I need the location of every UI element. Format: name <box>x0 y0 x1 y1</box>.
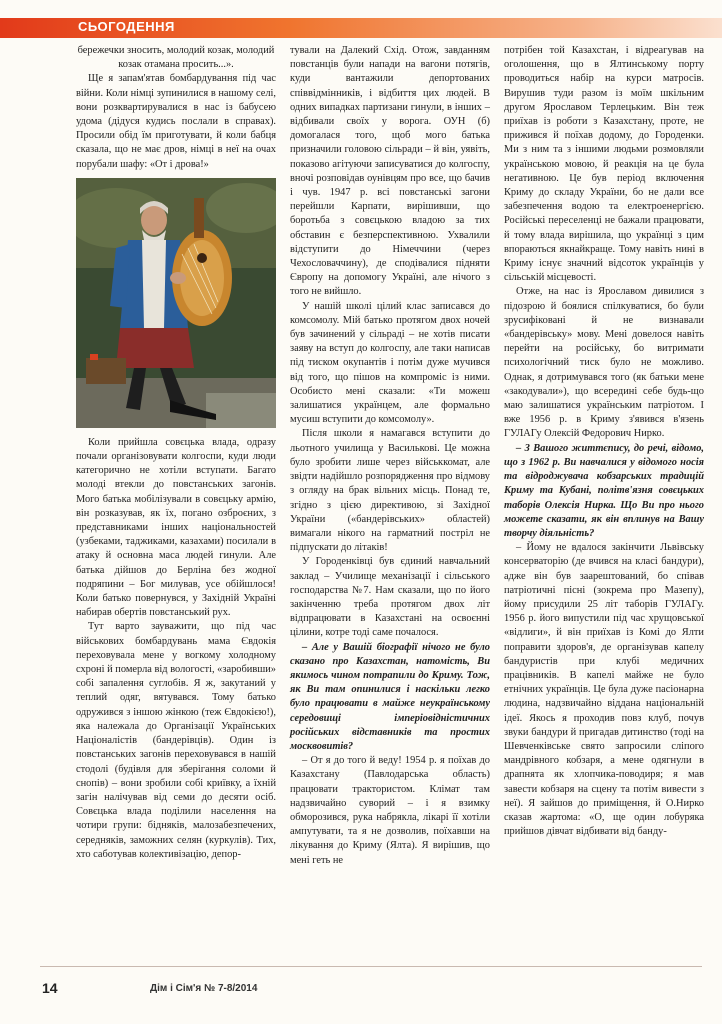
paragraph: У Городенківці був єдиний навчальний заклад – Училище механізації і сільського господарства №7. Нам сказали, що по його закінченню треба протягом двох літ відпрацювати в Казахстані на освоєнні цілини, котре тоді саме почалося. <box>290 556 490 639</box>
bandurist-photo <box>76 178 276 428</box>
paragraph: Тут варто зауважити, що під час військових бомбардувань мама Євдокія переховувала мене у вогкому холодному схроні й померла від вологості, «заробивши» собі запалення суглобів. Я ж, закутаний у теплий одяг, вятувався. Тому батько одружився з іншою жінкою (теж Євдокією!), яка належала до Організації Українських Націоналістів (бандерівців). Один із повстанських загонів переховувався в нашій стодолі (будівля для зберігання соломи й снопів) – вони зробили собі криївку, а їхній загін налічував від семи до десяти осіб. Совєцька влада поділили населення на чотири групи: бідняків, малозабезпечених, середняків, заможних селян (куркулів). Тих, хто саботував колективізацію, депор- <box>76 621 276 860</box>
paragraph: тували на Далекий Схід. Отож, завданням повстанців були напади на вагони потягів, куди вантажили депортованих співвідмінників, і відбиття цих людей. В одних випадках партизани гинули, в інших – відбивали своїх у ворога. ОУН (б) домогалася того, щоб мого батька призначили головою сільради – й він, уявіть, показово агітуючи записуватися до колгоспу, вночі розповідав оунівцям про все, що бачив і чув. 1947 р. всі повстанські загони перейшли Карпати, вирішивши, що боротьба з совєцькою владою за тих обставин є безперспективною. Ухвалили відступити до Німеччини (через Чехословаччину), де сподівалися підняти Європу на допомогу Україні, але нічого з того не вийшло. <box>290 45 490 298</box>
bandurist-illustration <box>76 178 276 428</box>
paragraph: – Йому не вдалося закінчити Львівську консерваторію (де вчився на класі бандури), адже він був заарештований, бо співав патріотичні пісні (зокрема про Мазепу), йому присудили 25 літ таборів ГУЛАГу. 1956 р. його випустили під час хрущовської «відлиги», й він приїхав із Комі до Ялти поправити здоров'я, де організував капелу бандуристів при клубі медичних працівників. В капелі майже не було етнічних українців. Це була дуже пасіонарна людина, надзвичайно віддана національній ідеї. Якось я проходив повз клуб, почув звуки бандури й пригадав дитинство (тоді на Шевченківське свято запросили сліпого мандрівного кобзаря, а мене одягнули в драпнята як хлопчика-поводиря; я мав завести кобзаря на сцену та потім вивести з неї). Я зайшов до приміщення, й О.Нирко сказав жартома: «О, ще один лобуряка прийшов дівчат відбивати від банду- <box>504 542 704 838</box>
column-1 <box>76 44 276 862</box>
paragraph: Ще я запам'ятав бомбардування під час війни. Коли німці зупинилися в нашому селі, вони розквартирувалися в нас із бабусею удома (дідуся кудись послали в справах). Просили обід їм приготувати, й коли бабця сказала, що не має дров, німці в неї на очах порубали шафу: «От і дрова!» <box>76 73 276 170</box>
interview-question: – З Вашого життєпису, до речі, відомо, що з 1962 р. Ви навчалися у відомого носія та відроджувача кобзарських традицій Криму та Кубані, політв'язня совєцьких таборів Олексія Нирка. Що Ви про нього можете сказати, як він вплинув на Вашу творчу діяльність? <box>504 442 704 539</box>
section-title: СЬОГОДЕННЯ <box>78 19 175 34</box>
interview-question: – Але у Вашій біографії нічого не було сказано про Казахстан, натомість, Ви якимось чином потрапили до Криму. Тож, як Ви там опинилися і наскільки легко було працювати в майже неукраїнському середовищі імперіовідністичних російських відставників та простих москвовитів? <box>290 641 490 752</box>
journal-issue: Дім і Сім'я № 7-8/2014 <box>150 983 258 994</box>
paragraph: Коли прийшла совєцька влада, одразу почали організовувати колгоспи, куди люди категорично не хотіли вступати. Багато молоді втекли до повстанських загонів. Мого батька мобілізували в совєцьку армію, він розказував, як їх, погано озброєних, з представниками інших національностей (узбеками, таджиками, казахами) посилали в атаку й основна маса людей гинули. Але батька дійшов до Берліна без жодної подряпини – Бог милував, усе обійшлося! Коли батько повернувся, у Західній Україні набирав обертів повстанський рух. <box>76 436 276 619</box>
paragraph: бережечки зносить, молодий козак, молодий козак отамана просить...». <box>77 45 275 71</box>
footer-divider <box>40 966 702 967</box>
column-2 <box>290 44 490 868</box>
paragraph: Отже, на нас із Ярославом дивилися з підозрою й боялися спілкуватися, бо були зрусифіковані й не визнавали «бандерівську» мову. Мені довелося навіть перейти на російську, бо витримати психологічний тиск було не можливо. Однак, я дотримувався того (як батьки мене «закодували»), що всередині себе будь-що маю залишатися українським патріотом. І вже 1956 р. в Криму з'явився в'язень ГУЛАГу Олексій Федорович Нирко. <box>504 286 704 440</box>
paragraph: – От я до того й веду! 1954 р. я поїхав до Казахстану (Павлодарська область) працювати трактористом. Клімат там надзвичайно суворий – і я взимку обморозився, рука набрякла, лікарі її хотіли ампутувати, та я не дозволив, поїхавши на лікування до Криму (Ялта). Я вирішив, що мені геть не <box>290 755 490 866</box>
paragraph: Після школи я намагався вступити до льотного училища у Василькові. Це можна було зробити лише через військкомат, але звідти надійшло розпорядження про відмову з огляду на брак вільних місць. Понад те, згідно з цією директивою, зі Західної України («бандерівських» областей) вимагали нікого на гарматний постріл не підпускати до літаків! <box>290 428 490 554</box>
paragraph: У нашій школі цілий клас записався до комсомолу. Мій батько протягом двох ночей був зачинений у сільраді – не хотів писати заяву на вступ до колгоспу, але таки написав під тиском окупантів і потім дуже мучився від того, що пішов на компроміс із ними. Особисто мені сказали: «Ти можеш залишатися українцем, але формально мусиш вступити до комсомолу». <box>290 300 490 426</box>
page-number: 14 <box>42 980 58 996</box>
column-3 <box>504 44 704 839</box>
paragraph: потрібен той Казахстан, і відреагував на оголошення, що в Ялтинському порту проводиться набір на курси матросів. Вирушив туди разом із моїм шкільним другом Ярославом Терлецьким. Він теж приїхав із роботи з Казахстану, проте, не прижився й поїхав додому, до Городенки. Ми з ним та з іншими людьми розмовляли українською мовою, й реакція на це була негативною. Це був період включення Криму до складу України, бо не дали все забезпечення водою та електроенергією. Російські переселенці не бажали працювати, й тому влада вирішила, що українці з цим впораються якнайкраще. Тому навіть нині в Криму існує значний відсоток українців у сільській місцевості. <box>504 45 704 284</box>
